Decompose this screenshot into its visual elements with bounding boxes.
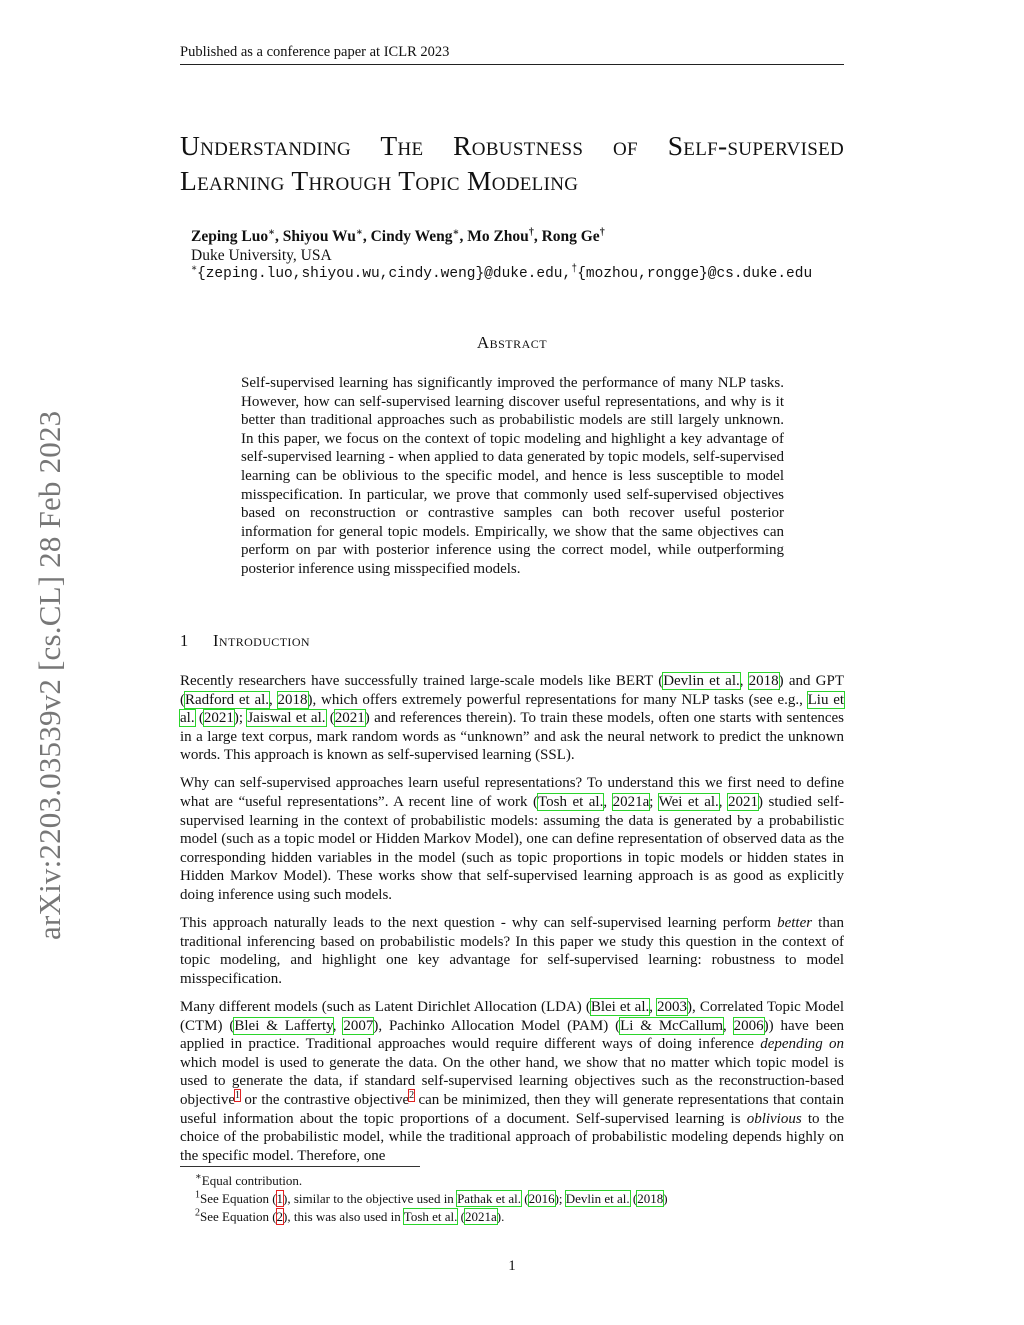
citation-link[interactable]: 2018: [277, 691, 308, 708]
citation-link[interactable]: Tosh et al.: [538, 794, 604, 811]
email-group: {zeping.luo,shiyou.wu,cindy.weng}@duke.edu,: [197, 266, 572, 282]
citation-link[interactable]: Wei et al.: [658, 794, 719, 811]
citation-link[interactable]: Radford et al.: [185, 691, 270, 708]
author-mark: †: [528, 226, 534, 238]
author-name: Cindy Weng: [370, 228, 453, 245]
author-name: Rong Ge: [541, 228, 600, 245]
section-heading: [180, 631, 310, 651]
email-mark: ∗: [191, 264, 198, 276]
citation-link[interactable]: 2006: [733, 1017, 764, 1034]
author-block: [191, 227, 911, 284]
citation-link[interactable]: 2018: [637, 1191, 664, 1206]
page-number: 1: [508, 1258, 516, 1274]
citation-link[interactable]: 2016: [528, 1191, 555, 1206]
author-mark: ∗: [268, 226, 276, 238]
equation-link[interactable]: 2: [276, 1209, 284, 1224]
citation-link[interactable]: 2007: [343, 1017, 374, 1034]
citation-link[interactable]: Tosh et al.: [403, 1209, 458, 1224]
author-name: Mo Zhou: [467, 228, 529, 245]
abstract-heading: Abstract: [476, 333, 548, 352]
author-mark: ∗: [355, 226, 363, 238]
citation-link[interactable]: 2018: [748, 673, 779, 689]
paragraph: This approach naturally leads to the next question - why can self-supervised learning perform better than traditional inferencing based on probabilistic models? In this paper we study this question in the context of topic modeling, and highlight one key advantage for self-supervised learning: robustness to model misspecification.: [180, 915, 844, 987]
citation-link[interactable]: 2021a: [612, 794, 650, 811]
arxiv-sidebar-stamp: arXiv:2203.03539v2 [cs.CL] 28 Feb 2023: [32, 410, 67, 940]
citation-link[interactable]: Li & McCallum: [620, 1017, 723, 1034]
paragraph: Why can self-supervised approaches learn useful representations? To understand this we first need to define what are “useful representations”. A recent line of work (Tosh et al., 2021a; Wei et al., 2021) studied self-supervised learning in the context of probabilistic models: assuming the data is generated by a probabilistic model (such as a topic model or Hidden Markov Model), one can define representation of observed data as the corresponding hidden variables in the model (such as topic proportions in topic models or hidden states in Hidden Markov Model). These works show that self-supervised learning approach is as good as explicitly doing inference using such models.: [180, 775, 844, 904]
running-header: Published as a conference paper at ICLR 2023: [180, 44, 844, 65]
section-body: [180, 672, 844, 1175]
footnote: $^1$See Equation (1), similar to the objective used in Pathak et al. (2016); Devlin et al. (2018): [195, 1189, 668, 1206]
citation-link[interactable]: Blei & Lafferty: [234, 1017, 333, 1034]
footnote-link[interactable]: 1: [234, 1089, 240, 1101]
author-mark: †: [599, 226, 605, 238]
section-number: 1: [180, 631, 189, 650]
citation-link[interactable]: Pathak et al.: [457, 1191, 521, 1206]
author-emails: [191, 265, 911, 284]
abstract-text: Self-supervised learning has significantly improved the performance of many NLP tasks. However, how can self-supervised learning discover useful representations, and why is it better than traditional approaches such as probabilistic models are still largely unknown. In this paper, we focus on the context of topic modeling and highlight a key advantage of self-supervised learning - when applied to data generated by topic models, self-supervised learning can be oblivious to the specific model, and hence is less susceptible to model misspecification. In particular, we prove that commonly used self-supervised objectives based on reconstruction or contrastive samples can both recover useful posterior information for general topic models. Empirically, we show that the same objectives can perform on par with posterior inference using the correct model, while outperforming posterior inference using misspecified models.: [241, 375, 784, 577]
citation-link[interactable]: 2021: [728, 794, 759, 811]
author-names: Zeping Luo∗, Shiyou Wu∗, Cindy Weng∗, Mo Zhou†, Rong Ge†: [191, 226, 605, 245]
citation-link[interactable]: 2021: [334, 710, 365, 727]
paragraph: Recently researchers have successfully trained large-scale models like BERT (Devlin et al., 2018) and GPT (Radford et al., 2018), which offers extremely powerful representations for many NLP tasks (see e.g., Liu et al. (2021); Jaiswal et al. (2021) and references therein). To train these models, often one starts with sentences in a large text corpus, mark random words as “unknown” and ask the neural network to predict the unknown words. This approach is known as self-supervised learning (SSL).: [180, 673, 845, 764]
author-mark: ∗: [452, 226, 460, 238]
citation-link[interactable]: 2003: [657, 999, 688, 1015]
paragraph: Many different models (such as Latent Dirichlet Allocation (LDA) (Blei et al., 2003), Correlated Topic Model (CTM) (Blei & Lafferty, 2007), Pachinko Allocation Model (PAM) (Li & McCallum, 2006)) have been applied in practice. Traditional approaches would require different ways of doing inference depending on which model is used to generate the data. On the other hand, we show that no matter which topic model is used to generate the data, if standard self-supervised learning objectives such as the reconstruction-based objective$^1$ or the contrastive objective$^2$ can be minimized, then they will generate representations that contain useful information about the topic proportions of a document. Self-supervised learning is oblivious to the choice of the probabilistic model, while the traditional approach of probabilistic modeling depends highly on the specific model. Therefore, one: [180, 999, 845, 1164]
footnote-link[interactable]: 2: [409, 1089, 415, 1101]
citation-link[interactable]: Devlin et al.: [663, 673, 740, 689]
citation-link[interactable]: Jaiswal et al.: [247, 710, 326, 727]
affiliation: Duke University, USA: [191, 247, 332, 264]
section-title: Introduction: [213, 631, 310, 650]
citation-link[interactable]: Blei et al.: [590, 999, 650, 1015]
author-name: Zeping Luo: [191, 228, 269, 245]
citation-link[interactable]: Liu et al.: [180, 691, 845, 727]
footnote: $^2$See Equation (2), this was also used in Tosh et al. (2021a).: [195, 1207, 505, 1224]
citation-link[interactable]: 2021: [203, 710, 234, 727]
citation-link[interactable]: Devlin et al.: [565, 1191, 630, 1206]
citation-link[interactable]: 2021a: [464, 1209, 497, 1224]
author-name: Shiyou Wu: [282, 228, 356, 245]
equation-link[interactable]: 1: [276, 1191, 284, 1206]
footnotes: [195, 1172, 845, 1226]
footnote: ∗Equal contribution.: [195, 1171, 303, 1188]
paper-title: Understanding The Robustness of Self-supervised Learning Through Topic Modeling: [180, 130, 844, 196]
email-group: {mozhou,rongge}@cs.duke.edu: [577, 266, 813, 282]
footnote-divider: [180, 1166, 420, 1167]
email-mark: †: [571, 264, 578, 276]
